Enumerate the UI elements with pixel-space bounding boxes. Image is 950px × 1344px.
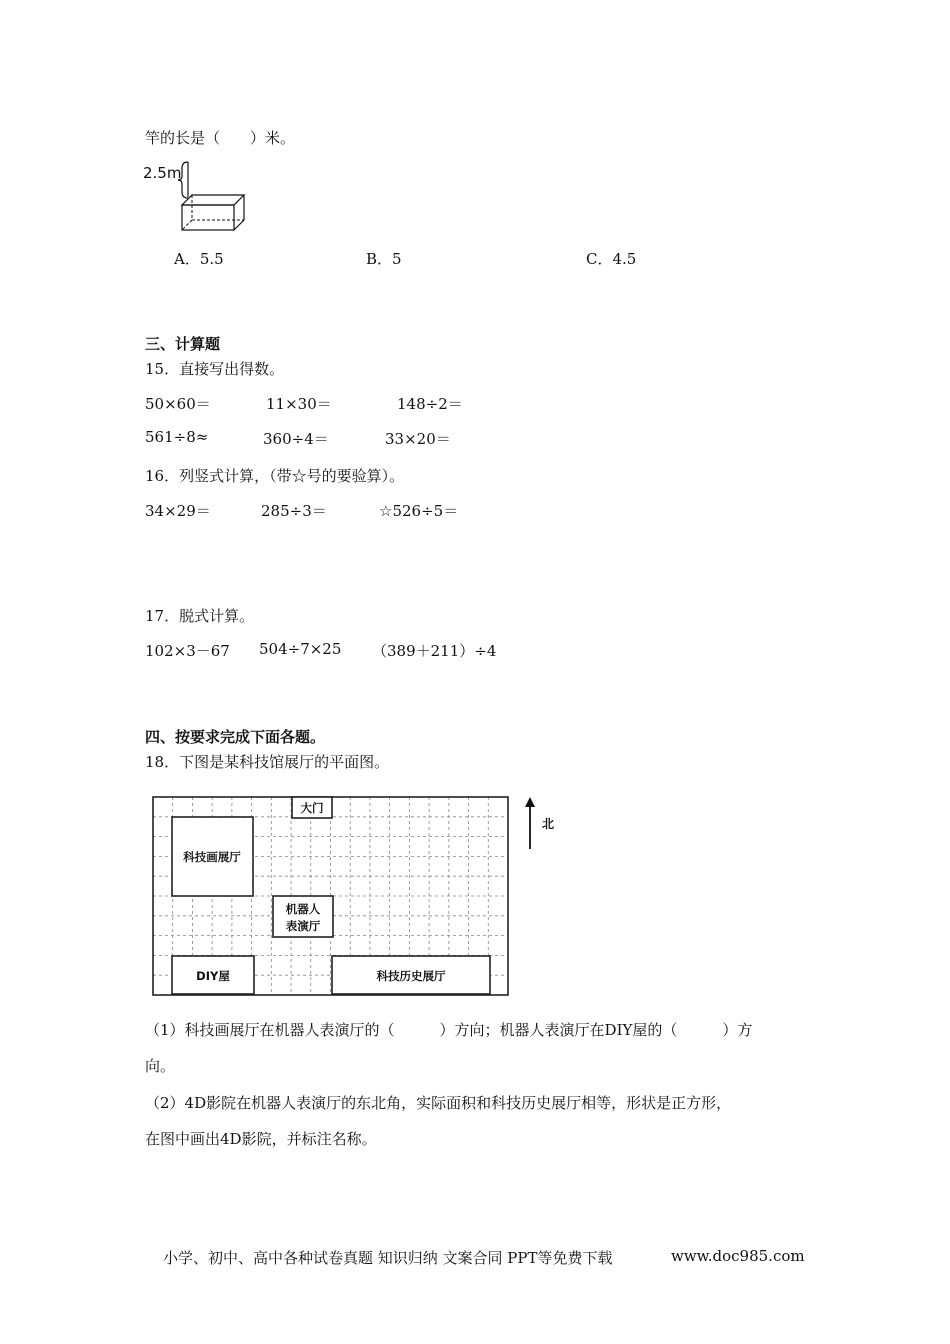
q15-item: 33×20＝: [385, 430, 451, 448]
q17-item: 504÷7×25: [259, 640, 342, 658]
q14-option-b: B．5: [366, 250, 402, 268]
q18-sub1-line2: 向。: [145, 1057, 176, 1075]
q15-item: 148÷2＝: [397, 395, 463, 413]
north-label: 北: [542, 817, 555, 831]
q14-figure-label: 2.5m: [143, 164, 182, 182]
section3-heading: 三、计算题: [145, 335, 221, 353]
q14-option-c: C．4.5: [586, 250, 637, 268]
q18-sub2-line1: （2）4D影院在机器人表演厅的东北角，实际面积和科技历史展厅相等，形状是正方形，: [145, 1094, 732, 1112]
robot-hall-label-2: 表演厅: [285, 919, 321, 933]
q14-box-figure: [140, 155, 260, 235]
q15-item: 561÷8≈: [145, 428, 209, 446]
q18-title: 18．下图是某科技馆展厅的平面图。: [145, 753, 390, 771]
north-arrow-icon: [525, 797, 535, 807]
box-front: [182, 205, 234, 230]
box-hidden-edges: [182, 195, 244, 230]
q17-item: 102×3－67: [145, 642, 230, 660]
q16-item: ☆526÷5＝: [379, 502, 459, 520]
footer-url: www.doc985.com: [671, 1247, 805, 1265]
q17-title: 17．脱式计算。: [145, 607, 255, 625]
section4-heading: 四、按要求完成下面各题。: [145, 728, 326, 746]
q16-title: 16．列竖式计算，（带☆号的要验算）。: [145, 467, 405, 485]
q15-title: 15．直接写出得数。: [145, 360, 285, 378]
q17-item: （389＋211）÷4: [372, 642, 497, 660]
footer-text: 小学、初中、高中各种试卷真题 知识归纳 文案合同 PPT等免费下载: [163, 1249, 613, 1267]
q18-sub1-line1: （1）科技画展厅在机器人表演厅的（ ）方向；机器人表演厅在DIY屋的（ ）方: [145, 1021, 753, 1039]
floor-plan-map: [150, 793, 570, 999]
q14-option-a: A．5.5: [174, 250, 224, 268]
q16-item: 285÷3＝: [261, 502, 327, 520]
q15-item: 360÷4＝: [263, 430, 329, 448]
q14-tail-text: 竿的长是（ ）米。: [145, 129, 296, 147]
robot-hall-label-1: 机器人: [285, 902, 321, 916]
box-top: [182, 195, 244, 205]
q15-item: 11×30＝: [266, 395, 332, 413]
art-hall-label: 科技画展厅: [183, 850, 241, 864]
gate-label: 大门: [300, 801, 324, 815]
q15-item: 50×60＝: [145, 395, 211, 413]
diy-label: DIY屋: [196, 969, 230, 983]
q18-sub2-line2: 在图中画出4D影院，并标注名称。: [145, 1130, 377, 1148]
q16-item: 34×29＝: [145, 502, 211, 520]
history-hall-label: 科技历史展厅: [376, 969, 446, 983]
